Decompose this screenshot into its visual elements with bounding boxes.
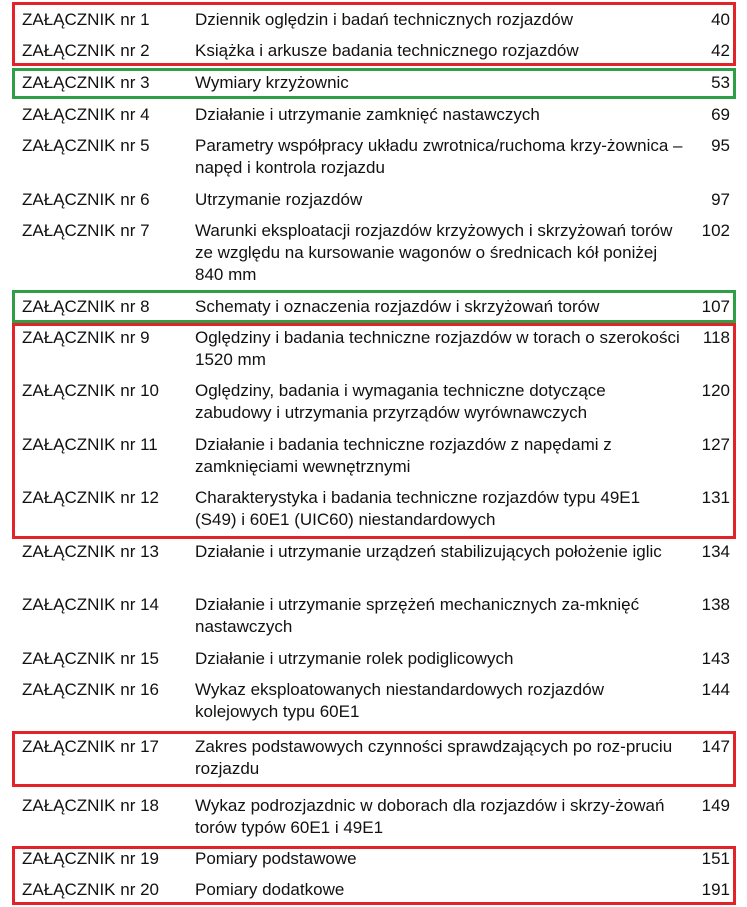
annex-title: Działanie i utrzymanie sprzężeń mechanicznych za-mknięć nastawczych [195,595,640,636]
annex-page: 147 [701,737,730,756]
annex-title: Dziennik oględzin i badań technicznych rozjazdów [195,10,573,29]
annex-label: ZAŁĄCZNIK nr 10 [22,381,159,400]
annex-label: ZAŁĄCZNIK nr 19 [22,849,159,868]
annex-label: ZAŁĄCZNIK nr 1 [22,10,150,29]
annex-title: Oględziny i badania techniczne rozjazdów w torach o szerokości 1520 mm [195,328,680,369]
annex-title: Parametry współpracy układu zwrotnica/ruchoma krzy-żownica – napęd i kontrola rozjazdu [195,136,683,177]
annex-page: 42 [711,41,730,60]
annex-label: ZAŁĄCZNIK nr 13 [22,542,159,561]
annex-label: ZAŁĄCZNIK nr 12 [22,488,159,507]
annex-page: 191 [701,880,730,899]
annex-page: 107 [701,297,730,316]
annex-page: 40 [711,10,730,29]
annex-title: Działanie i utrzymanie zamknięć nastawczych [195,105,540,124]
annex-page: 97 [711,190,730,209]
annex-label: ZAŁĄCZNIK nr 15 [22,649,159,668]
annex-title: Utrzymanie rozjazdów [195,190,363,209]
annex-page: 69 [711,105,730,124]
annex-title: Oględziny, badania i wymagania techniczne dotyczące zabudowy i utrzymania przyrządów wyrównawczych [195,381,606,422]
annex-page: 131 [701,488,730,507]
annex-title: Działanie i badania techniczne rozjazdów z napędami z zamknięciami wewnętrznymi [195,435,612,476]
annex-label: ZAŁĄCZNIK nr 14 [22,595,159,614]
annex-page: 95 [711,136,730,155]
annex-label: ZAŁĄCZNIK nr 2 [22,41,150,60]
annex-page: 138 [701,595,730,614]
annex-page: 151 [701,849,730,868]
annex-page: 102 [701,221,730,240]
annex-title: Wykaz podrozjazdnic w doborach dla rozjazdów i skrzy-żowań torów typów 60E1 i 49E1 [195,796,665,837]
annex-title: Schematy i oznaczenia rozjazdów i skrzyżowań torów [195,297,600,316]
annex-title: Warunki eksploatacji rozjazdów krzyżowych i skrzyżowań torów ze względu na kursowanie wagonów o średnicach kół poniżej 840 mm [195,221,673,284]
annex-title: Wymiary krzyżownic [195,73,349,92]
annex-page: 53 [711,73,730,92]
annex-label: ZAŁĄCZNIK nr 20 [22,880,159,899]
annex-title: Działanie i utrzymanie urządzeń stabilizujących położenie iglic [195,542,662,561]
annex-page: 149 [701,796,730,815]
annex-page: 144 [701,680,730,699]
annex-page: 127 [701,435,730,454]
annex-label: ZAŁĄCZNIK nr 8 [22,297,150,316]
annex-page: 134 [701,542,730,561]
annex-title: Pomiary dodatkowe [195,880,345,899]
annex-label: ZAŁĄCZNIK nr 9 [22,328,150,347]
annex-label: ZAŁĄCZNIK nr 17 [22,737,159,756]
annex-label: ZAŁĄCZNIK nr 18 [22,796,159,815]
annex-label: ZAŁĄCZNIK nr 6 [22,190,150,209]
annex-title: Wykaz eksploatowanych niestandardowych rozjazdów kolejowych typu 60E1 [195,680,604,721]
annex-title: Pomiary podstawowe [195,849,357,868]
annex-label: ZAŁĄCZNIK nr 4 [22,105,150,124]
annex-label: ZAŁĄCZNIK nr 11 [22,435,158,454]
annex-page: 118 [702,328,730,347]
annex-label: ZAŁĄCZNIK nr 7 [22,221,150,240]
annex-label: ZAŁĄCZNIK nr 16 [22,680,159,699]
annex-page: 120 [701,381,730,400]
annex-title: Charakterystyka i badania techniczne rozjazdów typu 49E1 (S49) i 60E1 (UIC60) niestandardowych [195,488,641,529]
annex-title: Działanie i utrzymanie rolek podiglicowych [195,649,514,668]
annex-title: Książka i arkusze badania technicznego rozjazdów [195,41,579,60]
annex-label: ZAŁĄCZNIK nr 3 [22,73,150,92]
annex-title: Zakres podstawowych czynności sprawdzających po roz-pruciu rozjazdu [195,737,673,778]
annex-label: ZAŁĄCZNIK nr 5 [22,136,150,155]
annex-page: 143 [701,649,730,668]
